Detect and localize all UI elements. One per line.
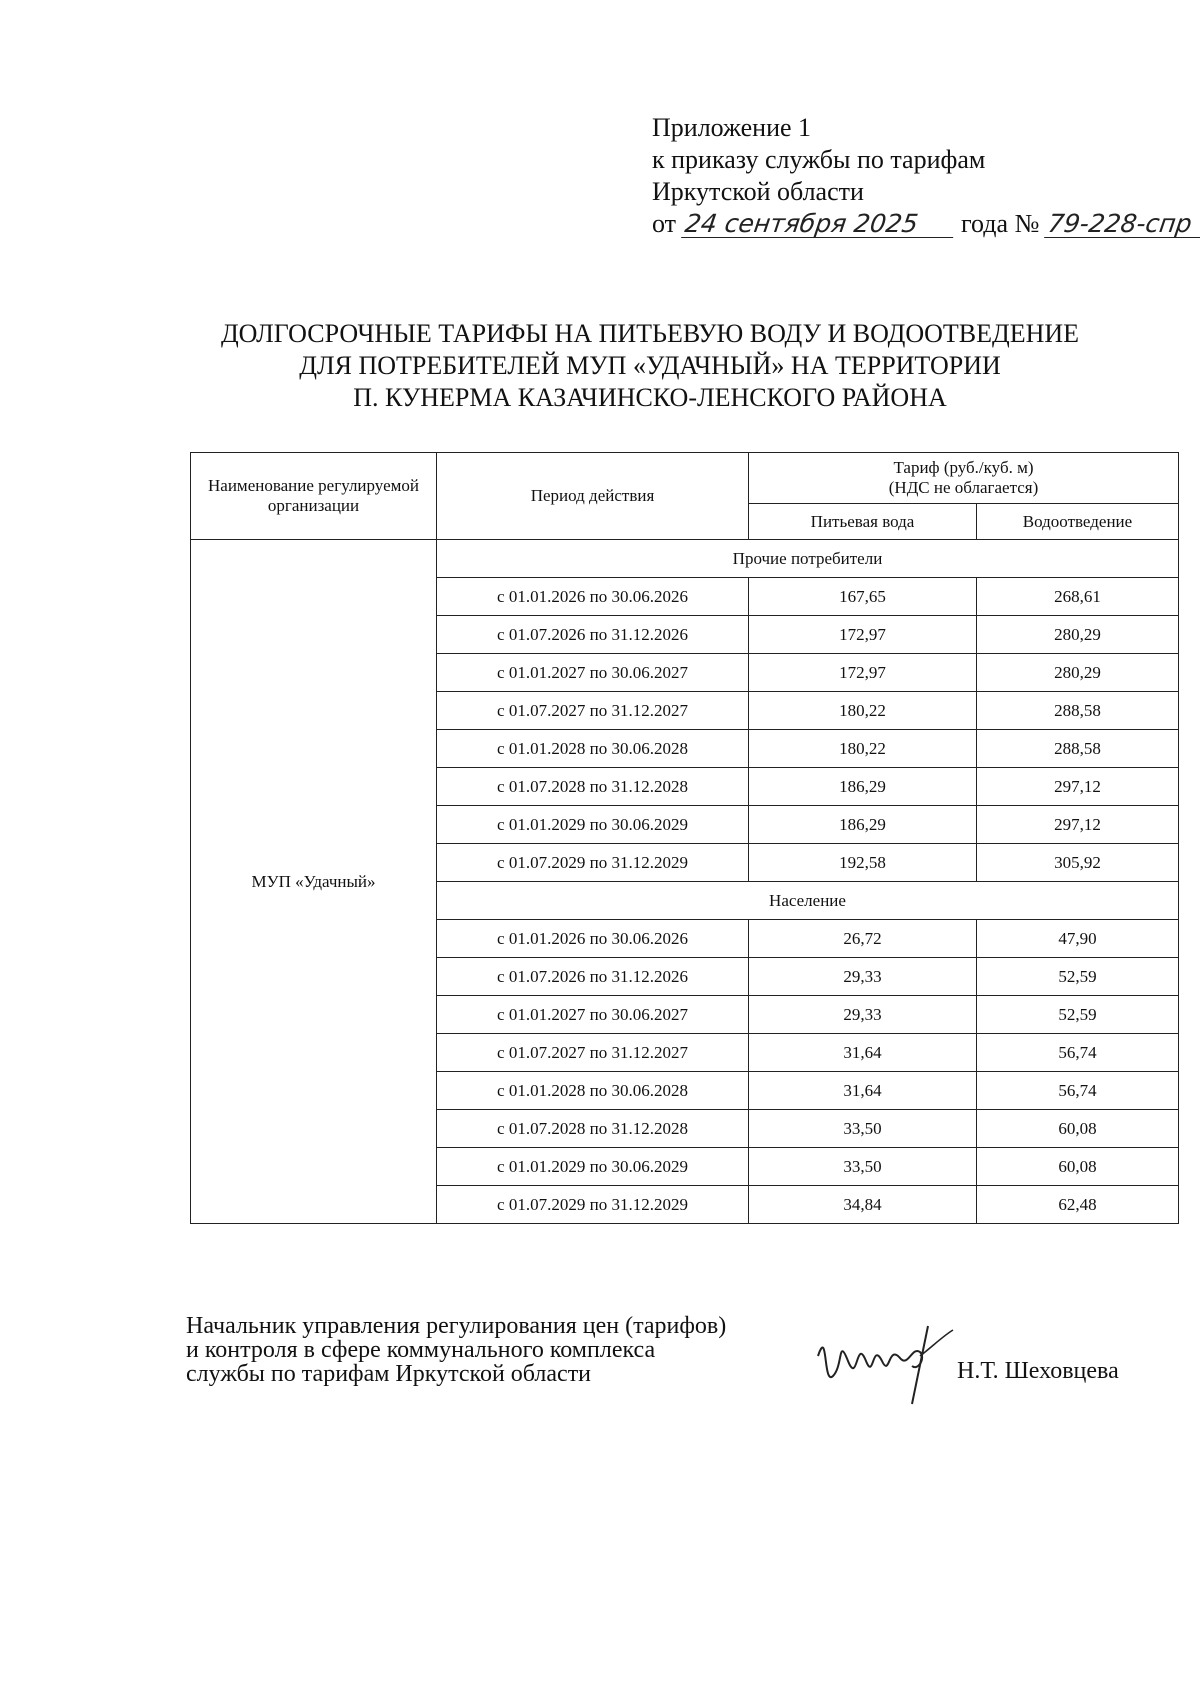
signer-name: Н.Т. Шеховцева [957, 1358, 1119, 1384]
cell-period: с 01.07.2027 по 31.12.2027 [437, 692, 749, 730]
cell-drainage: 280,29 [977, 654, 1179, 692]
cell-period: с 01.07.2028 по 31.12.2028 [437, 1110, 749, 1148]
cell-water: 172,97 [749, 654, 977, 692]
cell-water: 33,50 [749, 1110, 977, 1148]
appendix-order-line [652, 208, 1200, 240]
appendix-line2: к приказу службы по тарифам [652, 145, 986, 174]
cell-drainage: 305,92 [977, 844, 1179, 882]
cell-water: 186,29 [749, 806, 977, 844]
cell-water: 33,50 [749, 1148, 977, 1186]
cell-period: с 01.01.2026 по 30.06.2026 [437, 578, 749, 616]
signature-mark [808, 1316, 958, 1406]
cell-period: с 01.07.2026 по 31.12.2026 [437, 958, 749, 996]
group-name: Прочие потребители [437, 540, 1179, 578]
cell-water: 29,33 [749, 996, 977, 1034]
header-tariff-line2: (НДС не облагается) [888, 478, 1039, 497]
cell-drainage: 268,61 [977, 578, 1179, 616]
cell-period: с 01.01.2027 по 30.06.2027 [437, 996, 749, 1034]
title-line3: П. КУНЕРМА КАЗАЧИНСКО-ЛЕНСКОГО РАЙОНА [353, 383, 947, 412]
appendix-block [652, 112, 1200, 240]
cell-water: 34,84 [749, 1186, 977, 1224]
header-tariff [749, 453, 1179, 504]
cell-drainage: 297,12 [977, 768, 1179, 806]
cell-water: 180,22 [749, 730, 977, 768]
cell-water: 31,64 [749, 1034, 977, 1072]
group-name: Население [437, 882, 1179, 920]
document-title [150, 318, 1150, 414]
cell-water: 167,65 [749, 578, 977, 616]
handwritten-order-number: 79-228-спр [1044, 211, 1200, 238]
cell-water: 31,64 [749, 1072, 977, 1110]
header-water: Питьевая вода [749, 504, 977, 540]
cell-period: с 01.01.2029 по 30.06.2029 [437, 1148, 749, 1186]
footer-block [186, 1314, 726, 1386]
cell-period: с 01.01.2028 по 30.06.2028 [437, 1072, 749, 1110]
cell-drainage: 288,58 [977, 692, 1179, 730]
group-row [191, 540, 1179, 578]
cell-water: 29,33 [749, 958, 977, 996]
appendix-line1: Приложение 1 [652, 113, 812, 142]
cell-period: с 01.01.2026 по 30.06.2026 [437, 920, 749, 958]
footer-line1: Начальник управления регулирования цен (тарифов) [186, 1313, 727, 1339]
cell-water: 26,72 [749, 920, 977, 958]
cell-water: 180,22 [749, 692, 977, 730]
from-label: от [652, 209, 677, 238]
cell-drainage: 52,59 [977, 996, 1179, 1034]
cell-drainage: 52,59 [977, 958, 1179, 996]
year-label: года № [961, 209, 1040, 238]
cell-water: 172,97 [749, 616, 977, 654]
cell-period: с 01.07.2028 по 31.12.2028 [437, 768, 749, 806]
cell-drainage: 297,12 [977, 806, 1179, 844]
header-tariff-line1: Тариф (руб./куб. м) [893, 458, 1034, 477]
cell-water: 186,29 [749, 768, 977, 806]
cell-period: с 01.07.2029 по 31.12.2029 [437, 1186, 749, 1224]
cell-drainage: 288,58 [977, 730, 1179, 768]
footer-line2: и контроля в сфере коммунального комплекса [186, 1337, 656, 1363]
cell-drainage: 60,08 [977, 1110, 1179, 1148]
cell-period: с 01.01.2029 по 30.06.2029 [437, 806, 749, 844]
footer-line3: службы по тарифам Иркутской области [186, 1361, 592, 1387]
header-organization: Наименование регулируемой организации [191, 453, 437, 540]
cell-drainage: 62,48 [977, 1186, 1179, 1224]
header-drainage: Водоотведение [977, 504, 1179, 540]
cell-period: с 01.01.2027 по 30.06.2027 [437, 654, 749, 692]
cell-drainage: 56,74 [977, 1072, 1179, 1110]
cell-period: с 01.07.2029 по 31.12.2029 [437, 844, 749, 882]
handwritten-date: 24 сентября 2025 [681, 211, 957, 238]
cell-drainage: 47,90 [977, 920, 1179, 958]
cell-period: с 01.01.2028 по 30.06.2028 [437, 730, 749, 768]
tariffs-table [190, 452, 1179, 1224]
cell-drainage: 60,08 [977, 1148, 1179, 1186]
cell-drainage: 56,74 [977, 1034, 1179, 1072]
header-period: Период действия [437, 453, 749, 540]
organization-cell: МУП «Удачный» [191, 540, 437, 1224]
cell-drainage: 280,29 [977, 616, 1179, 654]
cell-period: с 01.07.2026 по 31.12.2026 [437, 616, 749, 654]
title-line1: ДОЛГОСРОЧНЫЕ ТАРИФЫ НА ПИТЬЕВУЮ ВОДУ И ВОДООТВЕДЕНИЕ [220, 319, 1080, 348]
appendix-line3: Иркутской области [652, 177, 864, 206]
cell-water: 192,58 [749, 844, 977, 882]
cell-period: с 01.07.2027 по 31.12.2027 [437, 1034, 749, 1072]
title-line2: ДЛЯ ПОТРЕБИТЕЛЕЙ МУП «УДАЧНЫЙ» НА ТЕРРИТОРИИ [299, 351, 1001, 380]
